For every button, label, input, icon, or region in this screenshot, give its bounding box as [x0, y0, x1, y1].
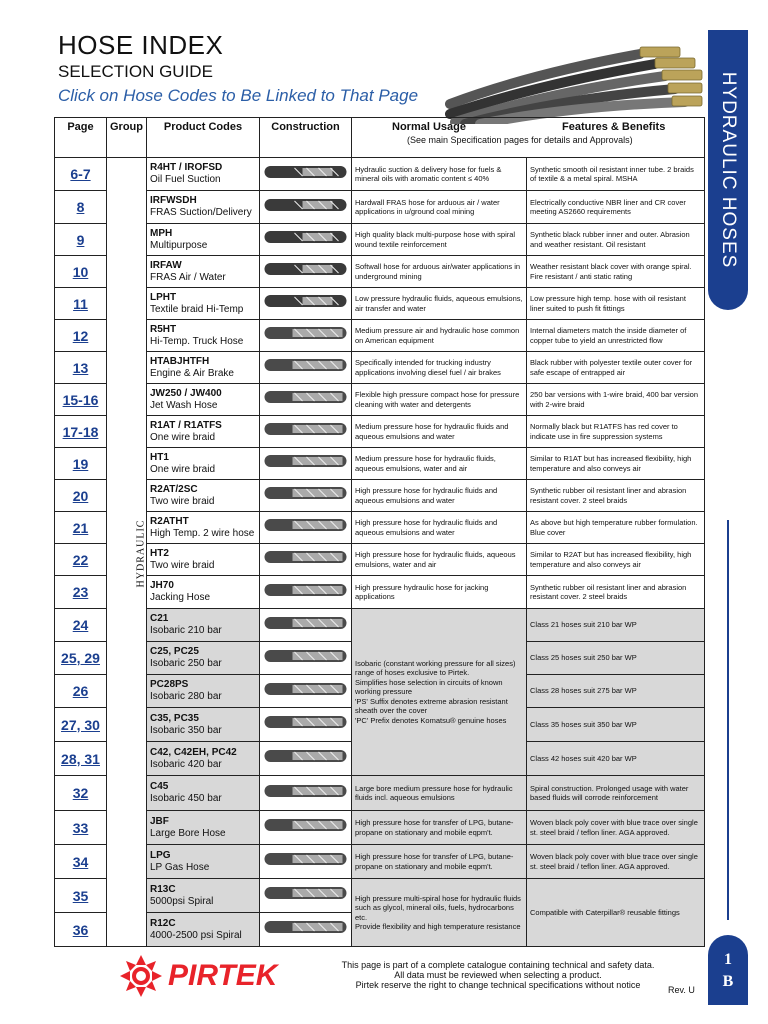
product-code-cell: [147, 776, 260, 811]
features-cell: Normally black but R1ATFS has red cover to indicate use in fire suppression systems: [527, 416, 705, 448]
construction-cell: [260, 708, 352, 742]
hose-construction-image: [262, 916, 349, 938]
features-cell: Class 28 hoses suit 275 bar WP: [527, 675, 705, 708]
page-cell: [55, 288, 107, 320]
product-name: Jacking Hose: [150, 592, 211, 603]
product-name: FRAS Air / Water: [150, 271, 226, 283]
product-code[interactable]: R2AT/2SC: [150, 483, 198, 495]
page-link[interactable]: 23: [72, 584, 89, 600]
product-name: Oil Fuel Suction: [150, 174, 221, 185]
product-code-cell: [147, 845, 260, 879]
features-cell: 250 bar versions with 1-wire braid, 400 bar version with 2-wire braid: [527, 384, 705, 416]
table-row: [55, 512, 705, 544]
product-code[interactable]: R2ATHT: [150, 515, 189, 527]
product-name: Jet Wash Hose: [150, 399, 218, 411]
usage-cell: High quality black multi-purpose hose with spiral wound textile reinforcement: [352, 224, 527, 256]
construction-cell: [260, 256, 352, 288]
table-row: [55, 224, 705, 256]
page-cell: [55, 352, 107, 384]
product-code-cell: [147, 416, 260, 448]
table-header-row: [55, 118, 705, 158]
product-name: Multipurpose: [150, 239, 208, 251]
construction-cell: [260, 480, 352, 512]
product-code-cell: [147, 352, 260, 384]
spiral-usage-cell: High pressure multi-spiral hose for hydraulic fluids such as glycol, mineral oils, fuels, hydrocarbons etc. Provide flexibility and high temperature resistance: [352, 879, 527, 947]
hose-construction-image: [262, 258, 349, 280]
page-link[interactable]: 21: [72, 519, 89, 536]
col-header-construction: Construction: [260, 118, 352, 158]
table-row: [55, 191, 705, 224]
page-link[interactable]: 26: [72, 683, 89, 699]
table-row: [55, 845, 705, 879]
page-cell: [55, 544, 107, 576]
features-cell: Woven black poly cover with blue trace over single st. steel braid / teflon liner. AGA approved.: [527, 845, 705, 879]
construction-cell: [260, 352, 352, 384]
product-name: Hi-Temp. Truck Hose: [150, 335, 244, 347]
product-code[interactable]: HTABJHTFH: [150, 355, 210, 367]
product-code-cell: [147, 708, 260, 742]
side-divider: [727, 520, 729, 920]
product-code[interactable]: LPHT: [150, 291, 177, 303]
group-cell: [107, 158, 147, 947]
hose-bundle-image: [440, 34, 705, 124]
product-code-cell: [147, 448, 260, 480]
page-link[interactable]: 32: [72, 785, 89, 801]
product-code[interactable]: JBF: [150, 815, 169, 827]
page-cell: [55, 448, 107, 480]
usage-cell: High pressure hose for hydraulic fluids, aqueous emulsions, water and air: [352, 544, 527, 576]
product-code-cell: [147, 642, 260, 675]
page-letter: B: [722, 973, 734, 990]
hose-construction-image: [262, 514, 349, 536]
features-cell: Woven black poly cover with blue trace over single st. steel braid / teflon liner. AGA approved.: [527, 811, 705, 845]
hose-construction-image: [262, 482, 349, 504]
page-link[interactable]: 34: [72, 853, 89, 870]
product-name: Isobaric 420 bar: [150, 758, 222, 770]
hose-construction-image: [262, 226, 349, 248]
hose-construction-image: [262, 354, 349, 376]
product-name: One wire braid: [150, 431, 216, 443]
construction-cell: [260, 742, 352, 776]
product-name: Textile braid Hi-Temp: [150, 303, 244, 315]
product-code[interactable]: C21: [150, 613, 169, 624]
table-row: [55, 776, 705, 811]
product-code[interactable]: JW250 / JW400: [150, 387, 222, 399]
construction-cell: [260, 191, 352, 224]
product-name: Isobaric 210 bar: [150, 625, 222, 636]
product-name: 4000-2500 psi Spiral: [150, 929, 242, 941]
product-code[interactable]: LPG: [150, 849, 171, 861]
hose-construction-image: [262, 194, 349, 216]
features-cell: Class 35 hoses suit 350 bar WP: [527, 708, 705, 742]
usage-cell: Low pressure hydraulic fluids, aqueous emulsions, air transfer and water: [352, 288, 527, 320]
page-number-badge: [708, 935, 748, 1005]
features-cell: Internal diameters match the inside diameter of copper tube to yield an unrestricted flow: [527, 320, 705, 352]
construction-cell: [260, 811, 352, 845]
page-subtitle: SELECTION GUIDE: [58, 62, 213, 81]
product-name: Large Bore Hose: [150, 827, 226, 839]
features-cell: Synthetic rubber oil resistant liner and abrasion resistant cover. 2 steel braids: [527, 576, 705, 609]
page-link[interactable]: 19: [72, 455, 89, 472]
table-row: [55, 448, 705, 480]
page-link[interactable]: 24: [72, 617, 89, 633]
usage-cell: Large bore medium pressure hose for hydraulic fluids incl. aqueous emulsions: [352, 776, 527, 811]
table-row: [55, 480, 705, 512]
product-code-cell: [147, 576, 260, 609]
page-link[interactable]: 25, 29: [61, 650, 100, 666]
usage-cell: Flexible high pressure compact hose for pressure cleaning with water and detergents: [352, 384, 527, 416]
page-cell: [55, 512, 107, 544]
features-cell: As above but high temperature rubber formulation. Blue cover: [527, 512, 705, 544]
usage-cell: High pressure hose for hydraulic fluids and aqueous emulsions and water: [352, 480, 527, 512]
table-row: [55, 158, 705, 191]
product-code[interactable]: R4HT / IROFSD: [150, 162, 223, 173]
product-code[interactable]: R5HT: [150, 323, 177, 335]
brand-name: PIRTEK: [168, 959, 278, 992]
product-name: One wire braid: [150, 463, 216, 475]
hose-construction-image: [262, 546, 349, 568]
section-tab: [708, 30, 748, 310]
page-link[interactable]: 13: [72, 359, 89, 376]
features-cell: Class 21 hoses suit 210 bar WP: [527, 609, 705, 642]
page-cell: [55, 879, 107, 913]
construction-cell: [260, 448, 352, 480]
product-code-cell: [147, 811, 260, 845]
features-cell: Synthetic smooth oil resistant inner tube. 2 braids of textile & a metal spiral. MSHA: [527, 158, 705, 191]
hose-construction-image: [262, 579, 349, 601]
pirtek-logo-icon: [118, 953, 164, 999]
product-name: Engine & Air Brake: [150, 367, 234, 379]
hose-construction-image: [262, 161, 349, 183]
product-code-cell: [147, 320, 260, 352]
features-cell: Black rubber with polyester textile outer cover for safe escape of entrapped air: [527, 352, 705, 384]
col-header-usage: [352, 118, 705, 158]
product-code-cell: [147, 512, 260, 544]
hose-construction-image: [262, 711, 349, 733]
product-code[interactable]: PC28PS: [150, 679, 189, 690]
construction-cell: [260, 320, 352, 352]
page-cell: [55, 609, 107, 642]
page-title: HOSE INDEX: [58, 30, 224, 60]
product-code-cell: [147, 609, 260, 642]
table-row: [55, 384, 705, 416]
construction-cell: [260, 913, 352, 947]
product-code-cell: [147, 742, 260, 776]
product-code[interactable]: C42, C42EH, PC42: [150, 746, 237, 758]
product-code[interactable]: IRFWSDH: [150, 195, 197, 206]
construction-cell: [260, 158, 352, 191]
footer-line-1: This page is part of a complete catalogue containing technical and safety data.: [341, 960, 655, 970]
product-code[interactable]: C25, PC25: [150, 646, 199, 657]
features-cell: Class 25 hoses suit 250 bar WP: [527, 642, 705, 675]
product-name: Two wire braid: [150, 559, 215, 571]
product-code-cell: [147, 384, 260, 416]
product-name: FRAS Suction/Delivery: [150, 207, 252, 218]
page-link[interactable]: 28, 31: [61, 750, 100, 767]
product-code[interactable]: HT2: [150, 547, 169, 559]
usage-cell: Softwall hose for arduous air/water applications in underground mining: [352, 256, 527, 288]
page-cell: [55, 384, 107, 416]
page-link[interactable]: 27, 30: [61, 716, 100, 733]
col-header-usage-note: (See main Specification pages for details and Approvals): [407, 135, 633, 145]
table-row: [55, 416, 705, 448]
hose-construction-image: [262, 780, 349, 802]
hose-construction-image: [262, 678, 349, 700]
page-link[interactable]: 15-16: [62, 391, 99, 408]
construction-cell: [260, 675, 352, 708]
hose-construction-image: [262, 745, 349, 767]
usage-cell: Medium pressure hose for hydraulic fluids and aqueous emulsions and water: [352, 416, 527, 448]
page-link[interactable]: 10: [72, 263, 89, 280]
page-link[interactable]: 17-18: [62, 423, 99, 440]
page-cell: [55, 675, 107, 708]
page-cell: [55, 913, 107, 947]
features-cell: Class 42 hoses suit 420 bar WP: [527, 742, 705, 776]
col-header-usage-label: Normal Usage: [392, 121, 466, 133]
pirtek-logo: [118, 953, 318, 997]
usage-cell: High pressure hose for hydraulic fluids and aqueous emulsions and water: [352, 512, 527, 544]
product-code-cell: [147, 224, 260, 256]
page-cell: [55, 742, 107, 776]
construction-cell: [260, 776, 352, 811]
product-code-cell: [147, 191, 260, 224]
page-link[interactable]: 33: [72, 819, 89, 836]
hose-construction-image: [262, 290, 349, 312]
hose-construction-image: [262, 645, 349, 667]
usage-cell: Hardwall FRAS hose for arduous air / water applications in u/ground coal mining: [352, 191, 527, 224]
footer-line-2: All data must be reviewed when selecting a product.: [394, 970, 602, 980]
hose-construction-image: [262, 418, 349, 440]
page-cell: [55, 642, 107, 675]
spiral-features-cell: Compatible with Caterpillar® reusable fittings: [527, 879, 705, 947]
page-link[interactable]: 8: [76, 199, 85, 215]
table-row: [55, 256, 705, 288]
construction-cell: [260, 544, 352, 576]
page-number: 1: [724, 951, 732, 968]
page-cell: [55, 256, 107, 288]
footer-notice: [328, 960, 668, 990]
hose-construction-image: [262, 814, 349, 836]
product-code-cell: [147, 913, 260, 947]
group-label: HYDRAULIC: [135, 519, 147, 588]
product-code[interactable]: R12C: [150, 917, 176, 929]
construction-cell: [260, 845, 352, 879]
features-cell: Synthetic rubber oil resistant liner and abrasion resistant cover. 2 steel braids: [527, 480, 705, 512]
product-code-cell: [147, 879, 260, 913]
product-name: Isobaric 280 bar: [150, 691, 222, 702]
product-name: High Temp. 2 wire hose: [150, 527, 255, 539]
product-code-cell: [147, 158, 260, 191]
product-code[interactable]: JH70: [150, 580, 174, 591]
page-cell: [55, 811, 107, 845]
construction-cell: [260, 642, 352, 675]
page-cell: [55, 320, 107, 352]
features-cell: Synthetic black rubber inner and outer. Abrasion and weather resistant. Oil resistant: [527, 224, 705, 256]
construction-cell: [260, 416, 352, 448]
usage-cell: Medium pressure air and hydraulic hose common on American equipment: [352, 320, 527, 352]
hose-construction-image: [262, 386, 349, 408]
features-cell: Electrically conductive NBR liner and CR cover meeting AS2660 requirements: [527, 191, 705, 224]
page-link[interactable]: 22: [72, 551, 89, 568]
product-code[interactable]: C45: [150, 781, 169, 792]
product-name: Isobaric 450 bar: [150, 793, 222, 804]
product-name: Two wire braid: [150, 495, 215, 507]
product-name: Isobaric 350 bar: [150, 724, 222, 736]
page-cell: [55, 224, 107, 256]
product-name: LP Gas Hose: [150, 861, 210, 873]
isobaric-usage-cell: Isobaric (constant working pressure for all sizes) range of hoses exclusive to Pirtek. Simplifies hose selection in circuits of known working pressure 'PS' Suffix denotes extreme abrasion resistant sheath over the cover 'PC' Prefix denotes Komatsu® genuine hoses: [352, 609, 527, 776]
table-row: [55, 576, 705, 609]
product-code[interactable]: C35, PC35: [150, 712, 199, 724]
page-link[interactable]: 20: [72, 487, 89, 504]
product-code-cell: [147, 544, 260, 576]
page-link[interactable]: 12: [72, 327, 89, 344]
features-cell: Similar to R2AT but has increased flexibility, high temperature and also conveys air: [527, 544, 705, 576]
page-link[interactable]: 6-7: [70, 166, 91, 182]
table-row: [55, 609, 705, 642]
section-tab-label: HYDRAULIC HOSES: [718, 71, 739, 269]
product-code-cell: [147, 675, 260, 708]
usage-cell: Specifically intended for trucking industry applications involving diesel fuel / air brakes: [352, 352, 527, 384]
construction-cell: [260, 576, 352, 609]
page-cell: [55, 845, 107, 879]
page-cell: [55, 416, 107, 448]
page-cell: [55, 776, 107, 811]
product-code-cell: [147, 480, 260, 512]
construction-cell: [260, 224, 352, 256]
revision: Rev. U: [668, 985, 695, 995]
hose-construction-image: [262, 612, 349, 634]
construction-cell: [260, 384, 352, 416]
features-cell: Similar to R1AT but has increased flexibility, high temperature and also conveys air: [527, 448, 705, 480]
construction-cell: [260, 288, 352, 320]
usage-cell: High pressure hose for transfer of LPG, butane-propane on stationary and mobile eqpm't.: [352, 811, 527, 845]
page-cell: [55, 158, 107, 191]
page-link[interactable]: 36: [72, 921, 89, 938]
features-cell: Spiral construction. Prolonged usage with water based fluids will corrode reinforcement: [527, 776, 705, 811]
hose-construction-image: [262, 450, 349, 472]
product-code-cell: [147, 288, 260, 320]
usage-cell: Hydraulic suction & delivery hose for fuels & mineral oils with aromatic content ≤ 40%: [352, 158, 527, 191]
construction-cell: [260, 879, 352, 913]
col-header-features-label: Features & Benefits: [562, 121, 666, 133]
hose-construction-image: [262, 848, 349, 870]
features-cell: Weather resistant black cover with orange spiral. Fire resistant / anti static rating: [527, 256, 705, 288]
page-cell: [55, 480, 107, 512]
product-name: Isobaric 250 bar: [150, 658, 222, 669]
product-code-cell: [147, 256, 260, 288]
table-row: [55, 544, 705, 576]
link-note: Click on Hose Codes to Be Linked to That Page: [58, 86, 419, 105]
product-code[interactable]: R1AT / R1ATFS: [150, 419, 222, 431]
construction-cell: [260, 609, 352, 642]
product-code[interactable]: IRFAW: [150, 259, 182, 271]
usage-cell: Medium pressure hose for hydraulic fluids, aqueous emulsions, water and air: [352, 448, 527, 480]
page-cell: [55, 191, 107, 224]
hose-index-table: [54, 117, 705, 947]
table-row: [55, 879, 705, 913]
construction-cell: [260, 512, 352, 544]
footer-line-3: Pirtek reserve the right to change technical specifications without notice: [355, 980, 641, 990]
table-row: [55, 320, 705, 352]
product-name: 5000psi Spiral: [150, 895, 214, 907]
product-code[interactable]: MPH: [150, 227, 173, 239]
page-link[interactable]: 11: [73, 295, 88, 312]
page-link[interactable]: 35: [72, 887, 89, 904]
page-cell: [55, 576, 107, 609]
hose-construction-image: [262, 322, 349, 344]
page-link[interactable]: 9: [76, 231, 85, 248]
product-code[interactable]: HT1: [150, 451, 169, 463]
col-header-group: Group: [107, 118, 147, 158]
col-header-codes: Product Codes: [147, 118, 260, 158]
features-cell: Low pressure high temp. hose with oil resistant liner suited to push fit fittings: [527, 288, 705, 320]
table-row: [55, 811, 705, 845]
product-code[interactable]: R13C: [150, 883, 176, 895]
col-header-page: Page: [55, 118, 107, 158]
page-cell: [55, 708, 107, 742]
table-row: [55, 352, 705, 384]
usage-cell: High pressure hose for transfer of LPG, butane-propane on stationary and mobile eqpm't.: [352, 845, 527, 879]
hose-construction-image: [262, 882, 349, 904]
table-row: [55, 288, 705, 320]
usage-cell: High pressure hydraulic hose for jacking applications: [352, 576, 527, 609]
